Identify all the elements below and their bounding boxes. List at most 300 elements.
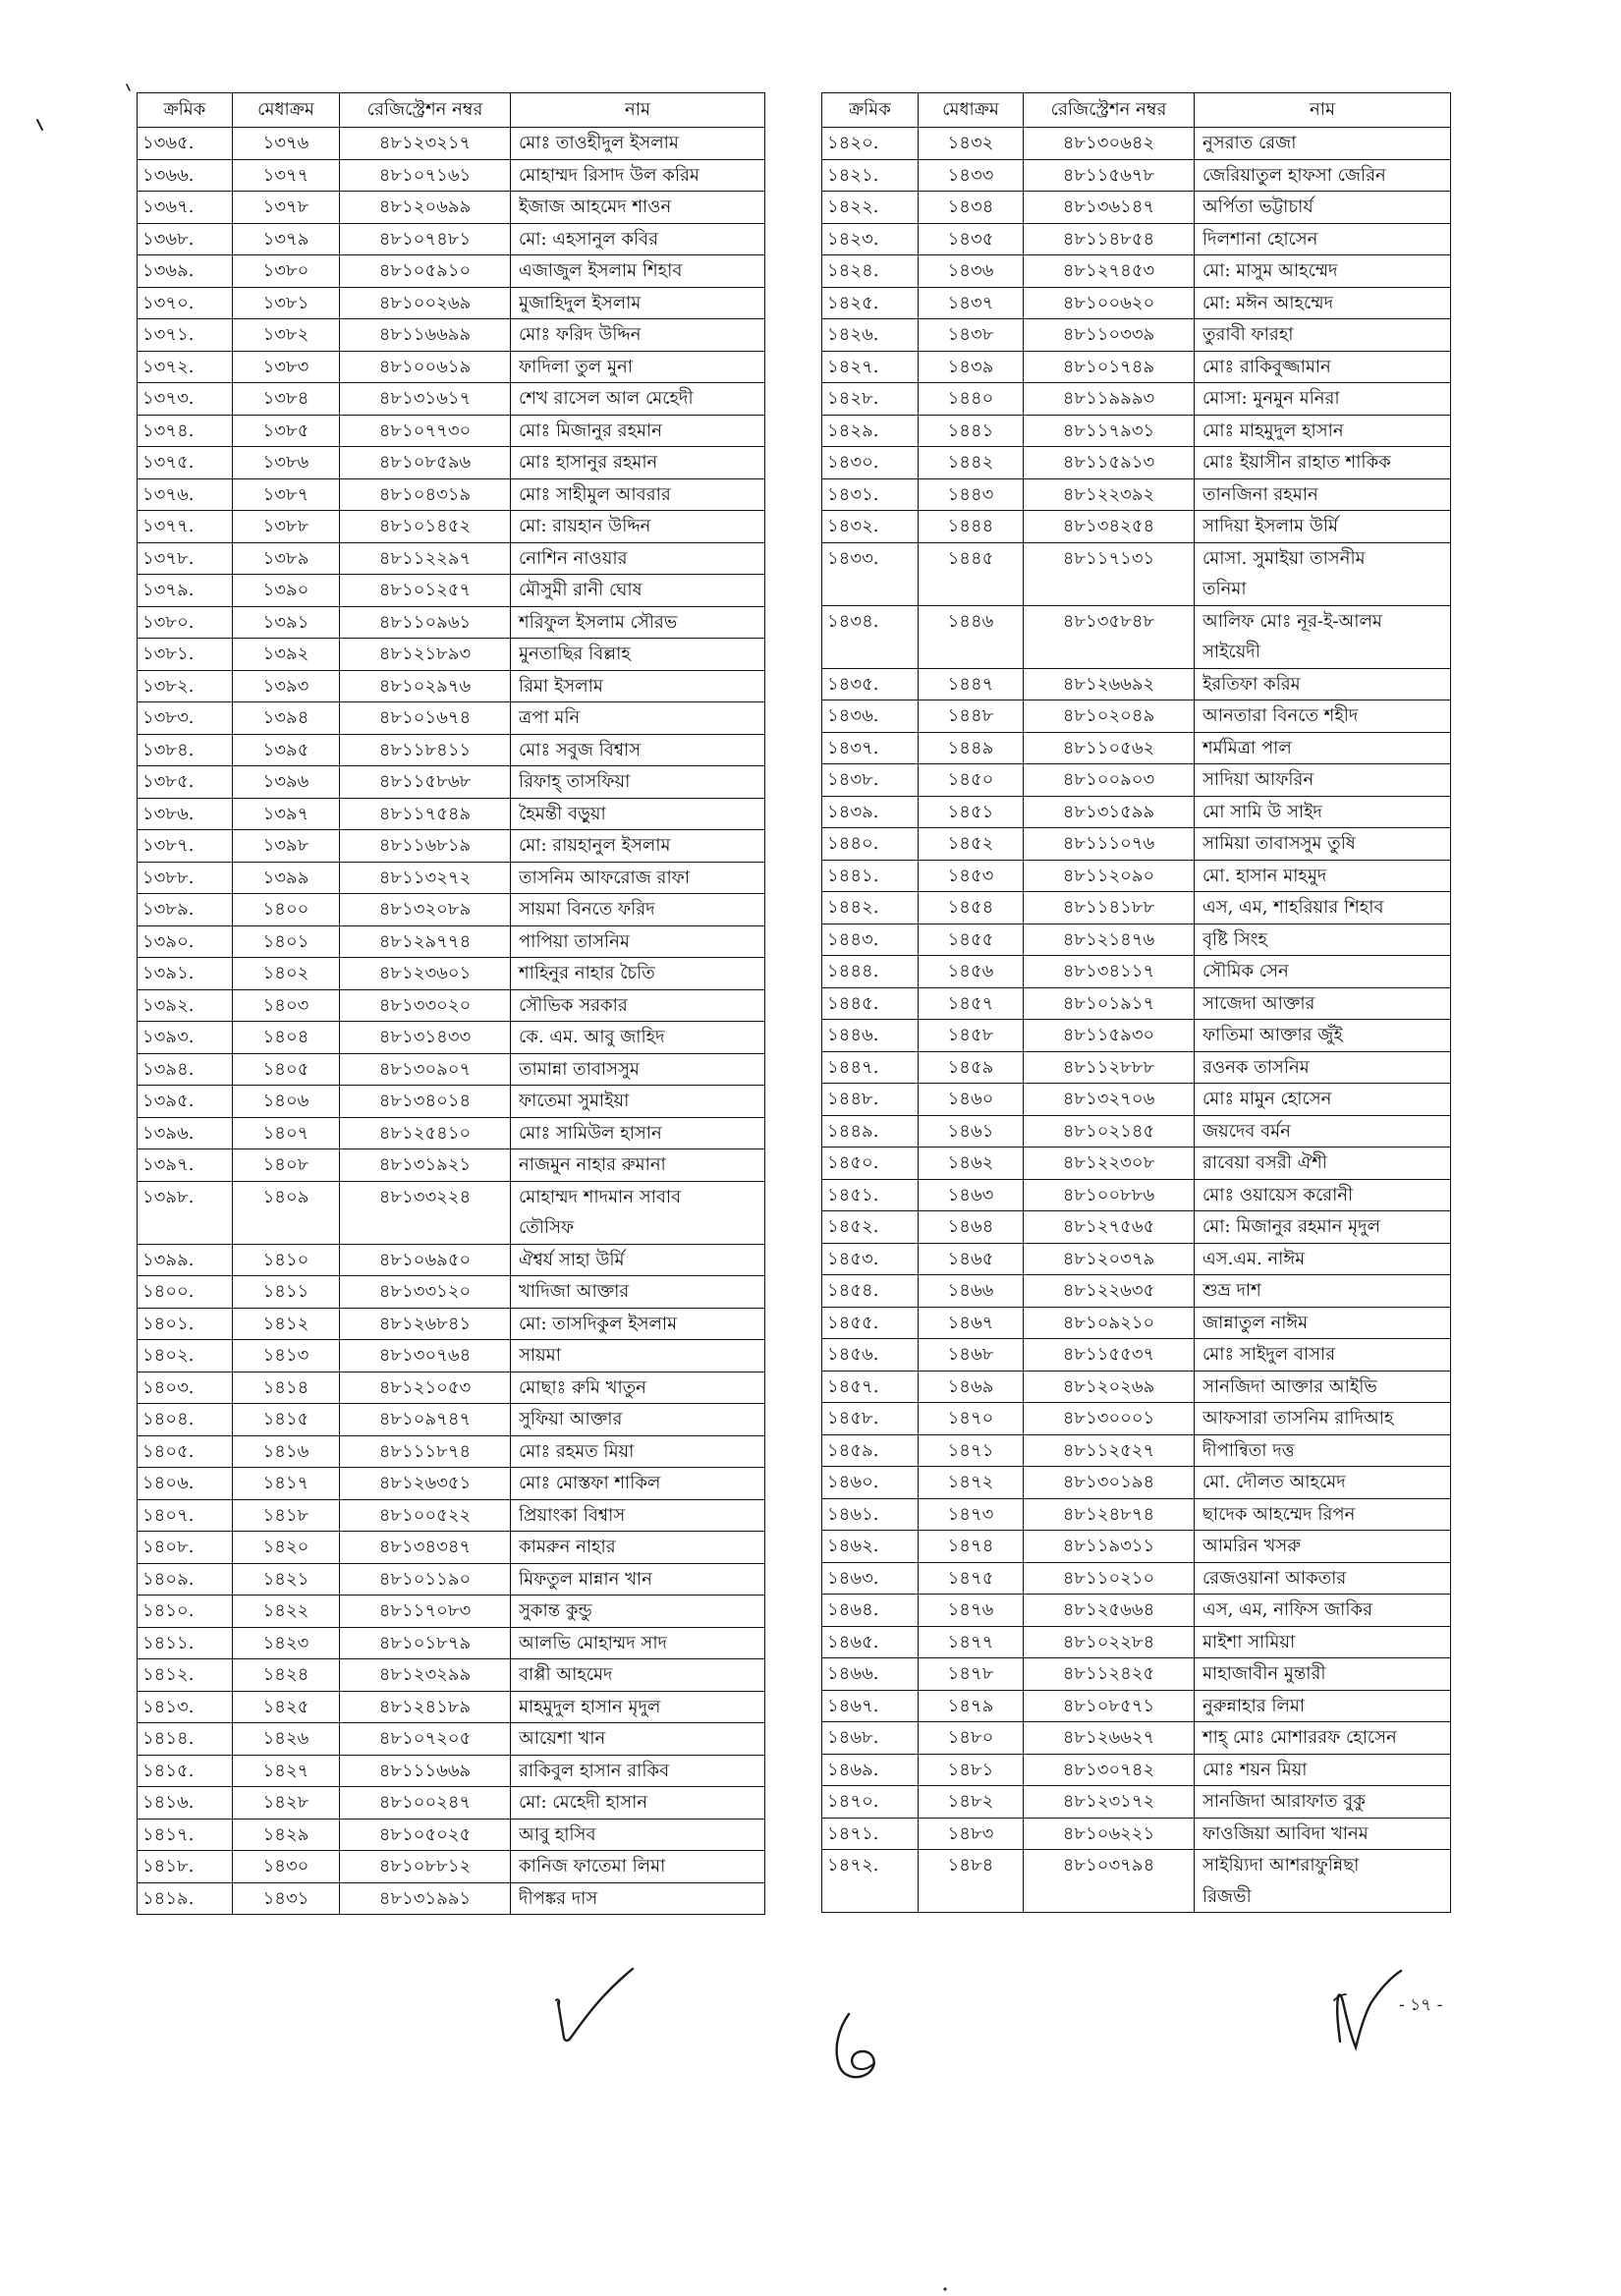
merit-rank-cell: ১৪৪০ (919, 383, 1024, 416)
serial-cell: ১৪২৪. (822, 255, 919, 288)
merit-rank-cell: ১৪৭২ (919, 1467, 1024, 1499)
serial-cell: ১৩৮২. (138, 670, 233, 702)
merit-rank-cell: ১৩৯৩ (233, 670, 340, 702)
table-row (138, 1308, 765, 1340)
serial-cell: ১৪০৮. (138, 1532, 233, 1564)
table-row (138, 1435, 765, 1468)
registration-number-cell: ৪৮১১৯৯৯৩ (1024, 383, 1195, 416)
merit-rank-cell: ১৪৩০ (233, 1851, 340, 1883)
merit-rank-cell: ১৪৬৭ (919, 1307, 1024, 1339)
serial-cell: ১৪৩৬. (822, 700, 919, 733)
serial-cell: ১৪১৬. (138, 1787, 233, 1820)
registration-number-cell: ৪৮১৩০০০১ (1024, 1403, 1195, 1435)
name-cell: মো সামি উ সাইদ (1195, 796, 1451, 828)
registration-number-cell: ৪৮১২৬৮৪১ (340, 1308, 511, 1340)
merit-rank-cell: ১৩৮৫ (233, 415, 340, 447)
merit-rank-cell: ১৩৯৭ (233, 798, 340, 830)
registration-number-header: রেজিস্ট্রেশন নম্বর (1024, 93, 1195, 128)
name-cell: মোহাম্মদ রিসাদ উল করিম (511, 159, 765, 192)
serial-cell: ১৩৭০. (138, 287, 233, 319)
merit-rank-cell: ১৪৪৯ (919, 732, 1024, 764)
name-cell: অর্পিতা ভট্টাচার্য (1195, 192, 1451, 224)
table-row (138, 734, 765, 766)
name-cell: মো: মঈন আহম্মেদ (1195, 287, 1451, 319)
serial-cell: ১৩৮৫. (138, 766, 233, 799)
table-row (138, 1787, 765, 1820)
merit-rank-cell: ১৩৯৫ (233, 734, 340, 766)
registration-number-cell: ৪৮১৩১৪৩৩ (340, 1022, 511, 1054)
serial-cell: ১৪৩৯. (822, 796, 919, 828)
table-row (138, 255, 765, 288)
merit-rank-cell: ১৩৯৬ (233, 766, 340, 799)
signature-2 (825, 2008, 894, 2087)
name-cell: সাদিয়া আফরিন (1195, 764, 1451, 797)
name-cell: তুরাবী ফারহা (1195, 319, 1451, 352)
table-row (138, 575, 765, 607)
registration-number-cell: ৪৮১২১৮৯৩ (340, 639, 511, 671)
serial-cell: ১৪২২. (822, 192, 919, 224)
name-cell: সৌমিক সেন (1195, 956, 1451, 988)
name-cell: দীপঙ্কর দাস (511, 1882, 765, 1915)
merit-rank-cell: ১৩৮৭ (233, 478, 340, 511)
merit-rank-cell: ১৪০৮ (233, 1149, 340, 1182)
name-cell: মো. হাসান মাহমুদ (1195, 860, 1451, 892)
table-row (138, 958, 765, 990)
merit-rank-cell: ১৪১২ (233, 1308, 340, 1340)
table-row (822, 1690, 1451, 1722)
registration-number-cell: ৪৮১২৫৪১০ (340, 1117, 511, 1149)
table-row (822, 1434, 1451, 1467)
table-row (138, 1851, 765, 1883)
name-cell: মো: তাসদিকুল ইসলাম (511, 1308, 765, 1340)
serial-cell: ১৪৬৩. (822, 1562, 919, 1595)
merit-rank-cell: ১৪৬৬ (919, 1275, 1024, 1308)
registration-number-cell: ৪৮১৩৩২২৪ (340, 1181, 511, 1244)
serial-cell: ১৪০২. (138, 1340, 233, 1372)
registration-number-cell: ৪৮১২৩২৯৯ (340, 1659, 511, 1692)
table-row (822, 1179, 1451, 1211)
merit-rank-cell: ১৪৩৪ (919, 192, 1024, 224)
merit-rank-cell: ১৪৬০ (919, 1084, 1024, 1116)
serial-cell: ১৪৬৪. (822, 1595, 919, 1627)
serial-cell: ১৪৪৩. (822, 924, 919, 956)
name-cell: মোসা: মুনমুন মনিরা (1195, 383, 1451, 416)
name-cell: মো: এহসানুল কবির (511, 223, 765, 255)
name-cell: ছাদেক আহম্মেদ রিপন (1195, 1498, 1451, 1531)
table-row (822, 828, 1451, 861)
merit-rank-cell: ১৩৮৯ (233, 542, 340, 575)
merit-rank-cell: ১৪৫৯ (919, 1051, 1024, 1084)
serial-cell: ১৪৭০. (822, 1786, 919, 1819)
registration-number-cell: ৪৮১৩১৯৯১ (340, 1882, 511, 1915)
name-cell: মুনতাছির বিল্লাহ (511, 639, 765, 671)
registration-number-cell: ৪৮১০১৯১৭ (1024, 987, 1195, 1020)
merit-rank-cell: ১৪৩৮ (919, 319, 1024, 352)
table-row (822, 1786, 1451, 1819)
serial-cell: ১৪০১. (138, 1308, 233, 1340)
name-cell: মোঃ সাইদুল বাসার (1195, 1339, 1451, 1372)
name-cell: মোঃ হাসানুর রহমান (511, 447, 765, 479)
serial-cell: ১৩৭২. (138, 351, 233, 383)
serial-cell: ১৩৬৯. (138, 255, 233, 288)
name-cell: মোঃ মামুন হোসেন (1195, 1084, 1451, 1116)
merit-rank-cell: ১৩৮৮ (233, 511, 340, 543)
merit-rank-cell: ১৪৮১ (919, 1754, 1024, 1786)
merit-rank-cell: ১৪৬১ (919, 1115, 1024, 1148)
registration-number-cell: ৪৮১০০২৬৯ (340, 287, 511, 319)
table-row (822, 892, 1451, 924)
serial-cell: ১৩৯৮. (138, 1181, 233, 1244)
registration-number-cell: ৪৮১১৩২৭২ (340, 862, 511, 894)
merit-rank-cell: ১৪৩৫ (919, 223, 1024, 255)
name-cell: সামিয়া তাবাসসুম তুষি (1195, 828, 1451, 861)
table-row (822, 764, 1451, 797)
name-cell: মো. দৌলত আহমেদ (1195, 1467, 1451, 1499)
serial-cell: ১৩৭৬. (138, 478, 233, 511)
table-row (822, 1307, 1451, 1339)
registration-number-cell: ৪৮১০৮৫৯৬ (340, 447, 511, 479)
registration-number-cell: ৪৮১১৪১৮৮ (1024, 892, 1195, 924)
table-row (822, 1467, 1451, 1499)
registration-number-cell: ৪৮১২৭৫৬৫ (1024, 1211, 1195, 1244)
table-row (138, 830, 765, 863)
table-row (138, 670, 765, 702)
name-cell: বাপ্পী আহমেদ (511, 1659, 765, 1692)
table-row (138, 702, 765, 735)
name-cell: মাহাজাবীন মুন্তারী (1195, 1658, 1451, 1691)
serial-cell: ১৩৬৮. (138, 223, 233, 255)
name-cell: মাহমুদুল হাসান মৃদুল (511, 1691, 765, 1723)
name-cell: তামান্না তাবাসসুম (511, 1053, 765, 1086)
merit-rank-cell: ১৪৪৭ (919, 668, 1024, 700)
table-row (822, 1595, 1451, 1627)
serial-cell: ১৪২৭. (822, 351, 919, 383)
merit-rank-cell: ১৪৮৪ (919, 1850, 1024, 1913)
serial-cell: ১৩৯৬. (138, 1117, 233, 1149)
serial-cell: ১৩৭৪. (138, 415, 233, 447)
name-cell: সাজেদা আক্তার (1195, 987, 1451, 1020)
name-cell: শেখ রাসেল আল মেহেদী (511, 383, 765, 416)
name-header: নাম (511, 93, 765, 128)
merit-rank-cell: ১৩৭৭ (233, 159, 340, 192)
table-row (138, 383, 765, 416)
serial-cell: ১৩৯০. (138, 925, 233, 958)
table-row (138, 1372, 765, 1404)
registration-number-cell: ৪৮১১২০৯০ (1024, 860, 1195, 892)
serial-cell: ১৪১২. (138, 1659, 233, 1692)
serial-cell: ১৩৭৫. (138, 447, 233, 479)
registration-number-cell: ৪৮১২৯৭৭৪ (340, 925, 511, 958)
registration-number-cell: ৪৮১০০৬২০ (1024, 287, 1195, 319)
merit-rank-cell: ১৪২০ (233, 1532, 340, 1564)
name-cell: হৈমন্তী বড়ুয়া (511, 798, 765, 830)
registration-number-cell: ৪৮১০৮৫৭১ (1024, 1690, 1195, 1722)
registration-number-cell: ৪৮১১৭১৩১ (1024, 542, 1195, 605)
table-row (822, 542, 1451, 605)
registration-number-cell: ৪৮১১৫৮৬৮ (340, 766, 511, 799)
table-row (138, 1340, 765, 1372)
merit-rank-cell: ১৪০২ (233, 958, 340, 990)
table-row (822, 796, 1451, 828)
serial-cell: ১৪১০. (138, 1596, 233, 1628)
registration-number-cell: ৪৮১০৫০২৫ (340, 1819, 511, 1851)
name-cell: মোঃ ইয়াসীন রাহাত শাকিক (1195, 447, 1451, 479)
serial-cell: ১৪৬০. (822, 1467, 919, 1499)
table-row (822, 732, 1451, 764)
merit-rank-cell: ১৪৫৮ (919, 1020, 1024, 1052)
registration-number-cell: ৪৮১১৫৯৩০ (1024, 1020, 1195, 1052)
registration-number-cell: ৪৮১০১৪৫২ (340, 511, 511, 543)
name-cell: মোঃ রহমত মিয়া (511, 1435, 765, 1468)
merit-rank-cell: ১৪১০ (233, 1244, 340, 1276)
page-number: - ১৭ - (1399, 1995, 1443, 2015)
serial-cell: ১৪০৫. (138, 1435, 233, 1468)
registration-number-cell: ৪৮১২২৩৯২ (1024, 478, 1195, 511)
table-row (822, 1818, 1451, 1850)
serial-cell: ১৪৬১. (822, 1498, 919, 1531)
name-cell: দীপান্বিতা দত্ত (1195, 1434, 1451, 1467)
merit-rank-cell: ১৪২৪ (233, 1659, 340, 1692)
serial-cell: ১৪৫৪. (822, 1275, 919, 1308)
table-row (822, 1275, 1451, 1308)
registration-number-cell: ৪৮১২৫৬৬৪ (1024, 1595, 1195, 1627)
name-cell: আমরিন খসরু (1195, 1531, 1451, 1563)
table-row (822, 668, 1451, 700)
registration-number-cell: ৪৮১০৯২১০ (1024, 1307, 1195, 1339)
merit-rank-cell: ১৪০১ (233, 925, 340, 958)
serial-cell: ১৪১১. (138, 1627, 233, 1659)
registration-number-cell: ৪৮১০২৯৭৬ (340, 670, 511, 702)
merit-rank-cell: ১৪২৩ (233, 1627, 340, 1659)
serial-cell: ১৪৭২. (822, 1850, 919, 1913)
table-row (138, 1819, 765, 1851)
serial-cell: ১৪৩০. (822, 447, 919, 479)
merit-rank-cell: ১৪৬২ (919, 1148, 1024, 1180)
name-cell: নুরুন্নাহার লিমা (1195, 1690, 1451, 1722)
name-cell: এজাজুল ইসলাম শিহাব (511, 255, 765, 288)
name-cell: কানিজ ফাতেমা লিমা (511, 1851, 765, 1883)
serial-cell: ১৩৮৬. (138, 798, 233, 830)
table-row (822, 447, 1451, 479)
name-cell: জয়দেব বর্মন (1195, 1115, 1451, 1148)
name-cell: শুভ্র দাশ (1195, 1275, 1451, 1308)
serial-header: ক্রমিক (822, 93, 919, 128)
registration-number-cell: ৪৮১১১০৭৬ (1024, 828, 1195, 861)
registration-number-cell: ৪৮১৩০৭৪২ (1024, 1754, 1195, 1786)
name-cell: খাদিজা আক্তার (511, 1276, 765, 1309)
table-row (138, 1755, 765, 1787)
serial-cell: ১৪৩৫. (822, 668, 919, 700)
name-cell: এস, এম, নাফিস জাকির (1195, 1595, 1451, 1627)
serial-cell: ১৪৫৭. (822, 1371, 919, 1403)
table-row (822, 1562, 1451, 1595)
name-cell: মো: মিজানুর রহমান মৃদুল (1195, 1211, 1451, 1244)
merit-rank-cell: ১৪৪৬ (919, 605, 1024, 668)
merit-rank-cell: ১৪৪৫ (919, 542, 1024, 605)
registration-number-cell: ৪৮১২৩২১৭ (340, 128, 511, 160)
serial-cell: ১৪৬৫. (822, 1626, 919, 1658)
name-cell: রাকিবুল হাসান রাকিব (511, 1755, 765, 1787)
registration-number-cell: ৪৮১৩২৭০৬ (1024, 1084, 1195, 1116)
table-row (822, 1084, 1451, 1116)
serial-cell: ১৪৪২. (822, 892, 919, 924)
left-results-table (137, 92, 765, 1915)
table-row (138, 351, 765, 383)
merit-rank-cell: ১৪৭৮ (919, 1658, 1024, 1691)
merit-rank-cell: ১৪৫৪ (919, 892, 1024, 924)
merit-rank-cell: ১৪৩১ (233, 1882, 340, 1915)
name-cell: মিফতুল মান্নান খান (511, 1563, 765, 1596)
registration-number-cell: ৪৮১১৯৩১১ (1024, 1531, 1195, 1563)
serial-cell: ১৩৮৯. (138, 894, 233, 926)
name-cell: নাজমুন নাহার রুমানা (511, 1149, 765, 1182)
registration-number-cell: ৪৮১১২২৯৭ (340, 542, 511, 575)
table-row (138, 1723, 765, 1756)
serial-cell: ১৩৮৪. (138, 734, 233, 766)
table-row (822, 860, 1451, 892)
merit-rank-cell: ১৪৫৩ (919, 860, 1024, 892)
registration-number-cell: ৪৮১৩৬১৪৭ (1024, 192, 1195, 224)
merit-rank-cell: ১৪০৬ (233, 1086, 340, 1118)
serial-cell: ১৪২৮. (822, 383, 919, 416)
serial-cell: ১৩৯৩. (138, 1022, 233, 1054)
table-row (138, 1882, 765, 1915)
name-cell: রেজওয়ানা আকতার (1195, 1562, 1451, 1595)
name-cell: আনতারা বিনতে শহীদ (1195, 700, 1451, 733)
registration-number-cell: ৪৮১২০৩৭৯ (1024, 1243, 1195, 1275)
name-cell: মো: মাসুম আহম্মেদ (1195, 255, 1451, 288)
table-row (822, 1754, 1451, 1786)
merit-rank-cell: ১৪৪১ (919, 415, 1024, 447)
table-row (822, 1626, 1451, 1658)
name-cell: সুফিয়া আক্তার (511, 1404, 765, 1436)
registration-number-cell: ৪৮১১১৬৬৯ (340, 1755, 511, 1787)
serial-cell: ১৪৪৮. (822, 1084, 919, 1116)
registration-number-cell: ৪৮১০০২৪৭ (340, 1787, 511, 1820)
name-cell: ফাওজিয়া আবিদা খানম (1195, 1818, 1451, 1850)
name-cell: রিফাহ্ তাসফিয়া (511, 766, 765, 799)
name-cell: মৌসুমী রানী ঘোষ (511, 575, 765, 607)
merit-rank-cell: ১৩৯৮ (233, 830, 340, 863)
registration-number-cell: ৪৮১২৬৬৯২ (1024, 668, 1195, 700)
serial-cell: ১৪৩২. (822, 511, 919, 543)
merit-rank-cell: ১৩৯৪ (233, 702, 340, 735)
registration-number-cell: ৪৮১২২৬৩৫ (1024, 1275, 1195, 1308)
table-row (822, 987, 1451, 1020)
table-row (822, 159, 1451, 192)
merit-rank-cell: ১৩৯৯ (233, 862, 340, 894)
name-cell: মোঃ সামিউল হাসান (511, 1117, 765, 1149)
name-cell: মোঃ রাকিবুজ্জামান (1195, 351, 1451, 383)
table-row (822, 192, 1451, 224)
table-row (822, 1148, 1451, 1180)
serial-cell: ১৩৬৫. (138, 128, 233, 160)
merit-rank-cell: ১৪৭৯ (919, 1690, 1024, 1722)
name-cell: জেরিয়াতুল হাফসা জেরিন (1195, 159, 1451, 192)
registration-number-cell: ৪৮১৩৩০২০ (340, 989, 511, 1022)
registration-number-cell: ৪৮১৩১৯২১ (340, 1149, 511, 1182)
registration-number-cell: ৪৮১১৪৮৫৪ (1024, 223, 1195, 255)
serial-cell: ১৪০৭. (138, 1499, 233, 1532)
merit-rank-cell: ১৪৪৮ (919, 700, 1024, 733)
serial-cell: ১৩৭৩. (138, 383, 233, 416)
registration-number-cell: ৪৮১০৩৭৯৪ (1024, 1850, 1195, 1913)
table-row (138, 894, 765, 926)
registration-number-cell: ৪৮১৩০৯০৭ (340, 1053, 511, 1086)
table-row (138, 415, 765, 447)
merit-rank-cell: ১৩৮৩ (233, 351, 340, 383)
table-row (822, 1115, 1451, 1148)
name-cell: মোঃ তাওহীদুল ইসলাম (511, 128, 765, 160)
registration-number-cell: ৪৮১২১৪৭৬ (1024, 924, 1195, 956)
registration-number-cell: ৪৮১০০৮৮৬ (1024, 1179, 1195, 1211)
right-results-table (821, 92, 1451, 1913)
registration-number-cell: ৪৮১৩৪২৫৪ (1024, 511, 1195, 543)
table-row (822, 1243, 1451, 1275)
table-row (138, 1627, 765, 1659)
table-row (822, 1211, 1451, 1244)
merit-rank-cell: ১৩৭৯ (233, 223, 340, 255)
serial-cell: ১৪৫৮. (822, 1403, 919, 1435)
registration-number-cell: ৪৮১২৭৪৫৩ (1024, 255, 1195, 288)
merit-rank-cell: ১৪০৯ (233, 1181, 340, 1244)
table-row (138, 1181, 765, 1244)
table-row (138, 989, 765, 1022)
serial-cell: ১৪১৯. (138, 1882, 233, 1915)
registration-number-cell: ৪৮১২৬৩৫১ (340, 1468, 511, 1500)
table-row (138, 1149, 765, 1182)
registration-number-cell: ৪৮১০৮৮১২ (340, 1851, 511, 1883)
registration-number-cell: ৪৮১২৩১৭২ (1024, 1786, 1195, 1819)
registration-number-cell: ৪৮১০১৬৭৪ (340, 702, 511, 735)
table-row (138, 287, 765, 319)
merit-rank-cell: ১৪১৫ (233, 1404, 340, 1436)
name-cell: শাহিনুর নাহার চৈতি (511, 958, 765, 990)
merit-rank-cell: ১৪৭৬ (919, 1595, 1024, 1627)
serial-cell: ১৪১৭. (138, 1819, 233, 1851)
name-cell: ফাদিলা তুল মুনা (511, 351, 765, 383)
registration-number-cell: ৪৮১০১৮৭৯ (340, 1627, 511, 1659)
merit-rank-cell: ১৩৯০ (233, 575, 340, 607)
merit-rank-cell: ১৪৮২ (919, 1786, 1024, 1819)
name-cell: মোঃ শয়ন মিয়া (1195, 1754, 1451, 1786)
registration-number-cell: ৪৮১১৫৫৩৭ (1024, 1339, 1195, 1372)
name-cell: সৌভিক সরকার (511, 989, 765, 1022)
serial-cell: ১৪৩৮. (822, 764, 919, 797)
registration-number-cell: ৪৮১৩১৫৯৯ (1024, 796, 1195, 828)
merit-rank-cell: ১৪৫২ (919, 828, 1024, 861)
name-cell: মোসা. সুমাইয়া তাসনীম তনিমা (1195, 542, 1451, 605)
registration-number-cell: ৪৮১২২৩০৮ (1024, 1148, 1195, 1180)
table-row (138, 1053, 765, 1086)
registration-number-cell: ৪৮১০৫৯১০ (340, 255, 511, 288)
registration-number-cell: ৪৮১০০৯০৩ (1024, 764, 1195, 797)
name-cell: আফসারা তাসনিম রাদিআহ (1195, 1403, 1451, 1435)
registration-number-cell: ৪৮১১০৫৬২ (1024, 732, 1195, 764)
table-row (822, 1498, 1451, 1531)
registration-number-cell: ৪৮১৩৪১১৭ (1024, 956, 1195, 988)
name-cell: সুকান্ত কুন্ডু (511, 1596, 765, 1628)
name-cell: মোঃ মাহমুদুল হাসান (1195, 415, 1451, 447)
merit-rank-cell: ১৪৭০ (919, 1403, 1024, 1435)
name-cell: মোঃ ওয়ায়েস করোনী (1195, 1179, 1451, 1211)
name-cell: ফাতিমা আক্তার জুঁই (1195, 1020, 1451, 1052)
registration-number-cell: ৪৮১৩১৬১৭ (340, 383, 511, 416)
merit-rank-cell: ১৪৭৩ (919, 1498, 1024, 1531)
name-cell: তাসনিম আফরোজ রাফা (511, 862, 765, 894)
name-cell: রওনক তাসনিম (1195, 1051, 1451, 1084)
registration-number-cell: ৪৮১২০২৬৯ (1024, 1371, 1195, 1403)
